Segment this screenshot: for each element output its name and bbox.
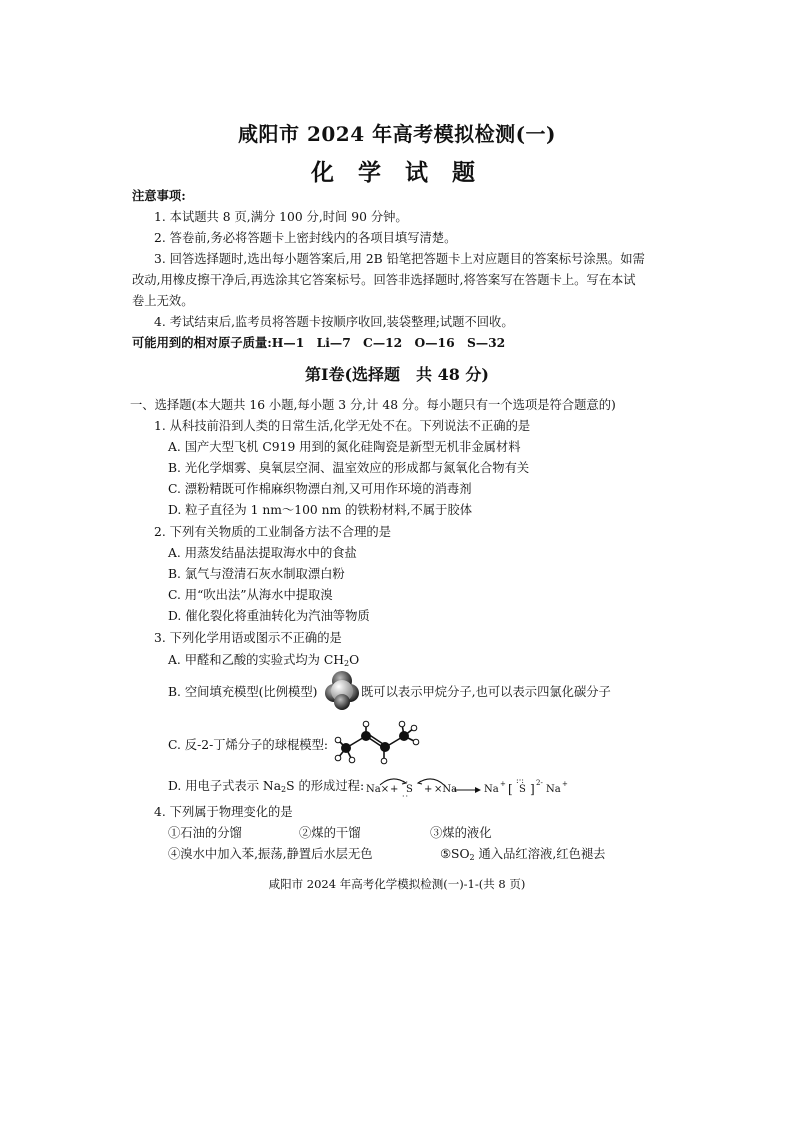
q3-d-text-end: S 的形成过程:: [286, 779, 365, 793]
q4-option-4: ④溴水中加入苯,振荡,静置后水层无色: [168, 847, 373, 861]
eq-sodium-right: ×Na: [434, 784, 458, 795]
q3-b-text: B. 空间填充模型(比例模型): [168, 685, 318, 699]
q1-stem: 1. 从科技前沿到人类的日常生活,化学无处不在。下列说法不正确的是: [154, 419, 531, 433]
note-3-cont: 改动,用橡皮擦干净后,再选涂其它答案标号。回答非选择题时,将答案写在答题卡上。写在本试: [132, 273, 636, 287]
q1-option-d: D. 粒子直径为 1 nm～100 nm 的铁粉材料,不属于胶体: [168, 503, 472, 517]
eq-charge-plus-2: +: [562, 780, 568, 788]
space-filling-model-icon: [325, 669, 359, 711]
q1-option-a: A. 国产大型飞机 C919 用到的氮化硅陶瓷是新型无机非金属材料: [168, 440, 521, 454]
q3-option-b: [168, 684, 317, 700]
section-title: 第Ⅰ卷(选择题 共 48 分): [304, 365, 490, 384]
exam-title: 咸阳市 2024 年高考模拟检测(一): [237, 122, 556, 146]
q3-a-subscript: 2: [344, 659, 350, 668]
q4-o5-subscript: 2: [469, 853, 475, 862]
atomic-masses: 可能用到的相对原子质量:H—1 Li—7 C—12 O—16 S—32: [132, 335, 506, 350]
q3-d-text: D. 用电子式表示 Na: [168, 779, 282, 793]
q3-b-text-end: 既可以表示甲烷分子,也可以表示四氯化碳分子: [361, 685, 611, 699]
section-intro: 一、选择题(本大题共 16 小题,每小题 3 分,计 48 分。每小题只有一个选项是符合题意的): [130, 398, 616, 412]
electron-dot-equation: [366, 774, 626, 800]
eq-product-sodium-1: Na: [484, 784, 499, 795]
q3-a-text-end: O: [349, 653, 360, 667]
q4-option-2: ②煤的干馏: [299, 826, 361, 840]
eq-bracket-left: [: [508, 782, 513, 796]
eq-product-dots: :·:: [516, 776, 524, 785]
q3-a-text: A. 甲醛和乙酸的实验式均为 CH: [168, 653, 345, 667]
q3-option-c: C. 反-2-丁烯分子的球棍模型:: [168, 738, 329, 752]
eq-sulfur-dots: ··: [402, 778, 410, 787]
note-4: 4. 考试结束后,监考员将答题卡按顺序收回,装袋整理;试题不回收。: [154, 315, 514, 329]
note-3-end: 卷上无效。: [132, 294, 194, 308]
eq-plus-2: +: [424, 784, 433, 795]
reaction-arrow-icon: [454, 786, 482, 794]
eq-plus-1: +: [390, 784, 399, 795]
q4-o5-text-end: 通入品红溶液,红色褪去: [474, 847, 606, 861]
eq-sodium-left: Na×: [366, 784, 390, 795]
q2-stem: 2. 下列有关物质的工业制备方法不合理的是: [154, 525, 391, 539]
q4-option-3: ③煤的液化: [430, 826, 492, 840]
eq-charge-plus-1: +: [500, 780, 506, 788]
eq-sulfur: S: [406, 784, 413, 795]
q1-option-c: C. 漂粉精既可作棉麻织物漂白剂,又可用作环境的消毒剂: [168, 482, 472, 496]
q2-option-b: B. 氯气与澄清石灰水制取漂白粉: [168, 567, 345, 581]
eq-bracket-right: ]: [530, 782, 535, 796]
note-1: 1. 本试题共 8 页,满分 100 分,时间 90 分钟。: [154, 210, 408, 224]
q3-d-subscript: 2: [281, 785, 287, 794]
eq-product-sulfur: S: [519, 784, 526, 795]
note-2: 2. 答卷前,务必将答题卡上密封线内的各项目填写清楚。: [154, 231, 457, 245]
q4-o5-text: ⑤SO: [440, 847, 470, 861]
q2-option-c: C. 用“吹出法”从海水中提取溴: [168, 588, 333, 602]
notes-heading: 注意事项:: [132, 188, 186, 203]
eq-sulfur-dots-bottom: ··: [402, 792, 410, 801]
q3-stem: 3. 下列化学用语或图示不正确的是: [154, 631, 342, 645]
note-3: 3. 回答选择题时,选出每小题答案后,用 2B 铅笔把答题卡上对应题目的答案标号涂黑。如需: [154, 252, 645, 266]
q3-option-d: [168, 778, 364, 798]
q4-option-1: ①石油的分馏: [168, 826, 242, 840]
q4-option-5: [440, 846, 605, 866]
q2-option-a: A. 用蒸发结晶法提取海水中的食盐: [168, 546, 357, 560]
q4-stem: 4. 下列属于物理变化的是: [154, 805, 293, 819]
butene-ball-stick-icon: [330, 718, 422, 768]
eq-charge-minus: 2-: [536, 779, 543, 787]
page-footer: 咸阳市 2024 年高考化学模拟检测(一)-1-(共 8 页): [268, 877, 526, 891]
eq-product-sodium-2: Na: [546, 784, 561, 795]
exam-subject: 化 学 试 题: [310, 159, 484, 186]
q2-option-d: D. 催化裂化将重油转化为汽油等物质: [168, 609, 370, 623]
q1-option-b: B. 光化学烟雾、臭氧层空洞、温室效应的形成都与氮氧化合物有关: [168, 461, 530, 475]
